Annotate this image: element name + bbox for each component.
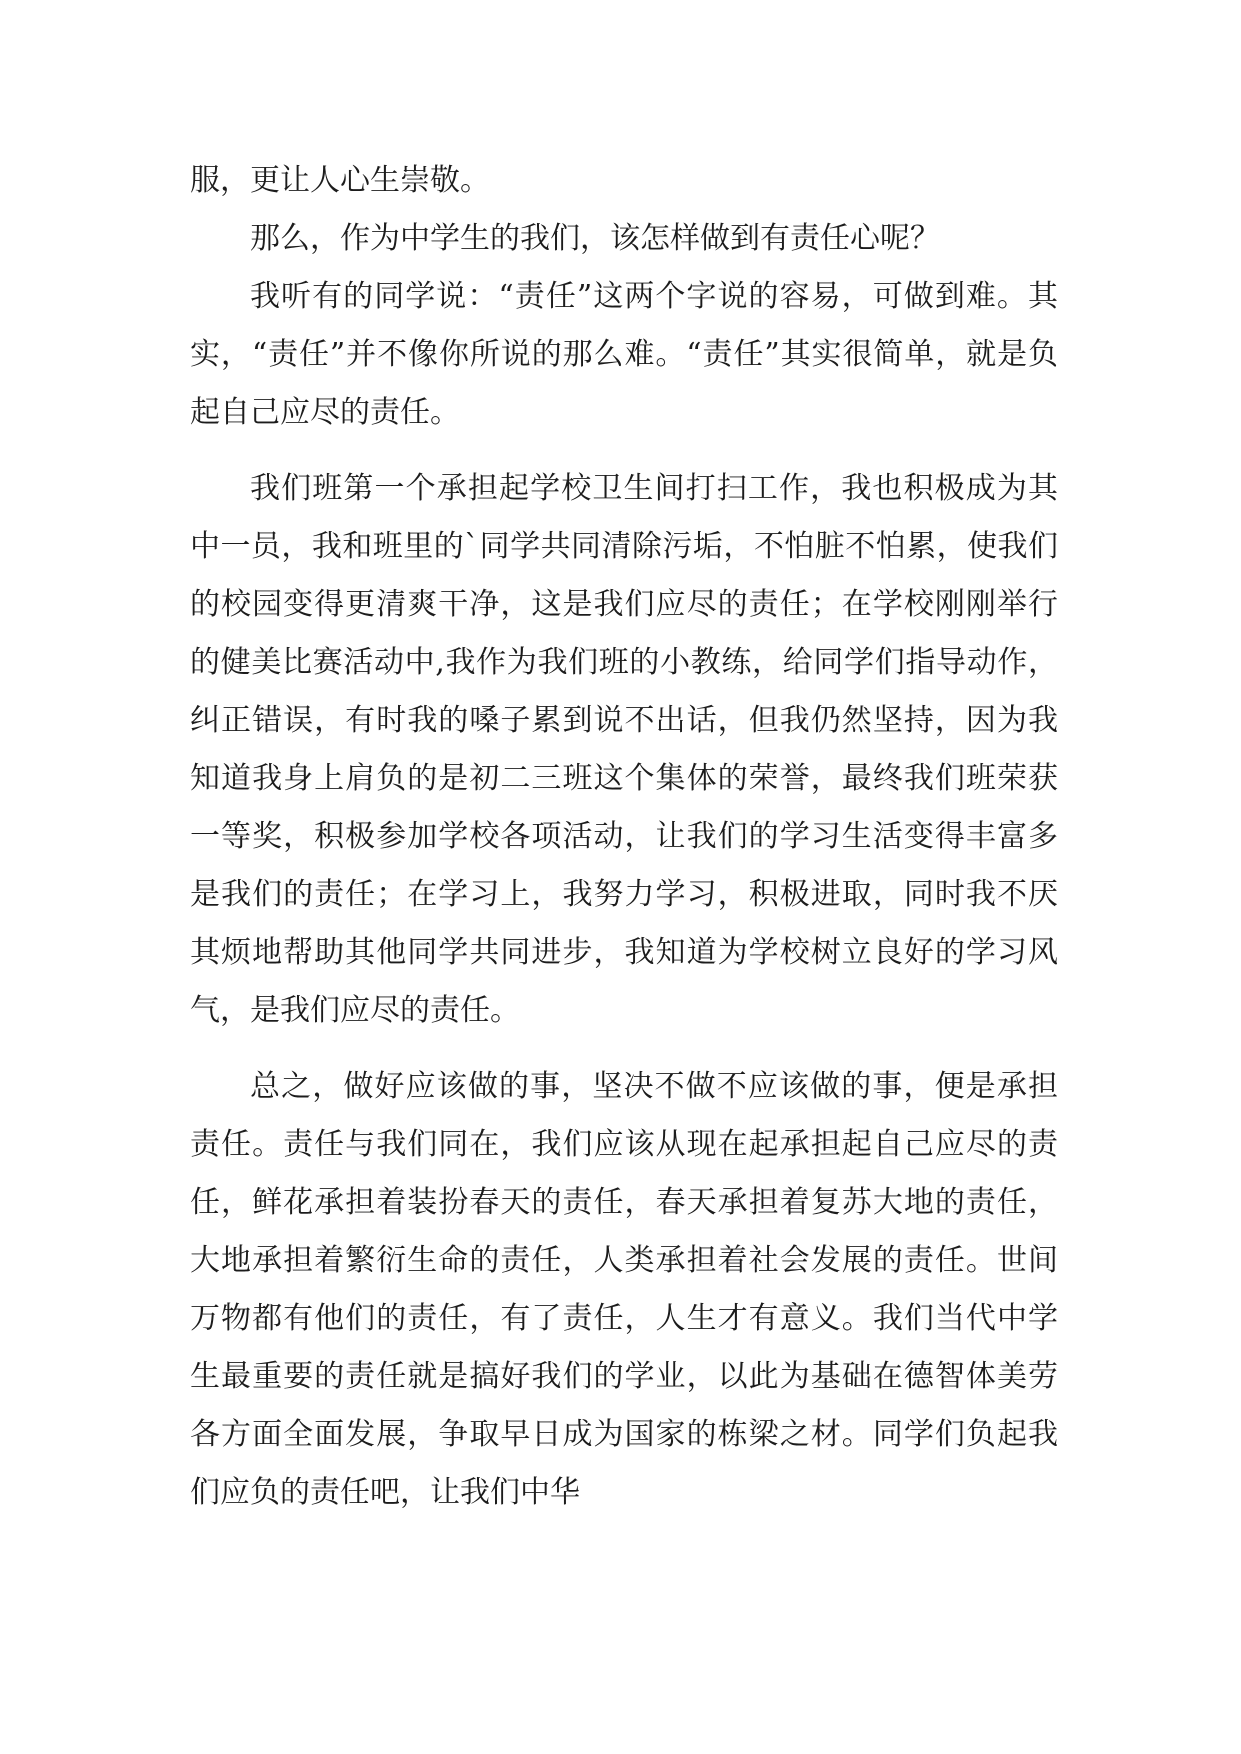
paragraph-class-examples: 我们班第一个承担起学校卫生间打扫工作，我也积极成为其中一员，我和班里的`同学共同清除污垢，不怕脏不怕累，使我们的校园变得更清爽干净，这是我们应尽的责任；在学校刚刚举行的健美比赛活动中,我作为我们班的小教练，给同学们指导动作，纠正错误，有时我的嗓子累到说不出话，但我仍然坚持，因为我知道我身上肩负的是初二三班这个集体的荣誉，最终我们班荣获一等奖，积极参加学校各项活动，让我们的学习生活变得丰富多是我们的责任；在学习上，我努力学习，积极进取，同时我不厌其烦地帮助其他同学共同进步，我知道为学校树立良好的学习风气，是我们应尽的责任。 (190, 471, 1058, 1028)
paragraph-conclusion: 总之，做好应该做的事，坚决不做不应该做的事，便是承担责任。责任与我们同在，我们应该从现在起承担起自己应尽的责任，鲜花承担着装扮春天的责任，春天承担着复苏大地的责任，大地承担着繁衍生命的责任，人类承担着社会发展的责任。世间万物都有他们的责任，有了责任，人生才有意义。我们当代中学生最重要的责任就是搞好我们的学业，以此为基础在德智体美劳各方面全面发展，争取早日成为国家的栋梁之材。同学们负起我们应负的责任吧，让我们中华 (190, 1069, 1058, 1510)
paragraph-continuation: 服，更让人心生崇敬。 (190, 163, 490, 198)
paragraph-question: 那么，作为中学生的我们，该怎样做到有责任心呢？ (250, 221, 940, 256)
document-body (190, 152, 1058, 1522)
paragraph-responsibility-simple: 我听有的同学说：“责任”这两个字说的容易，可做到难。其实，“责任”并不像你所说的那么难。“责任”其实很简单，就是负起自己应尽的责任。 (190, 279, 1058, 430)
